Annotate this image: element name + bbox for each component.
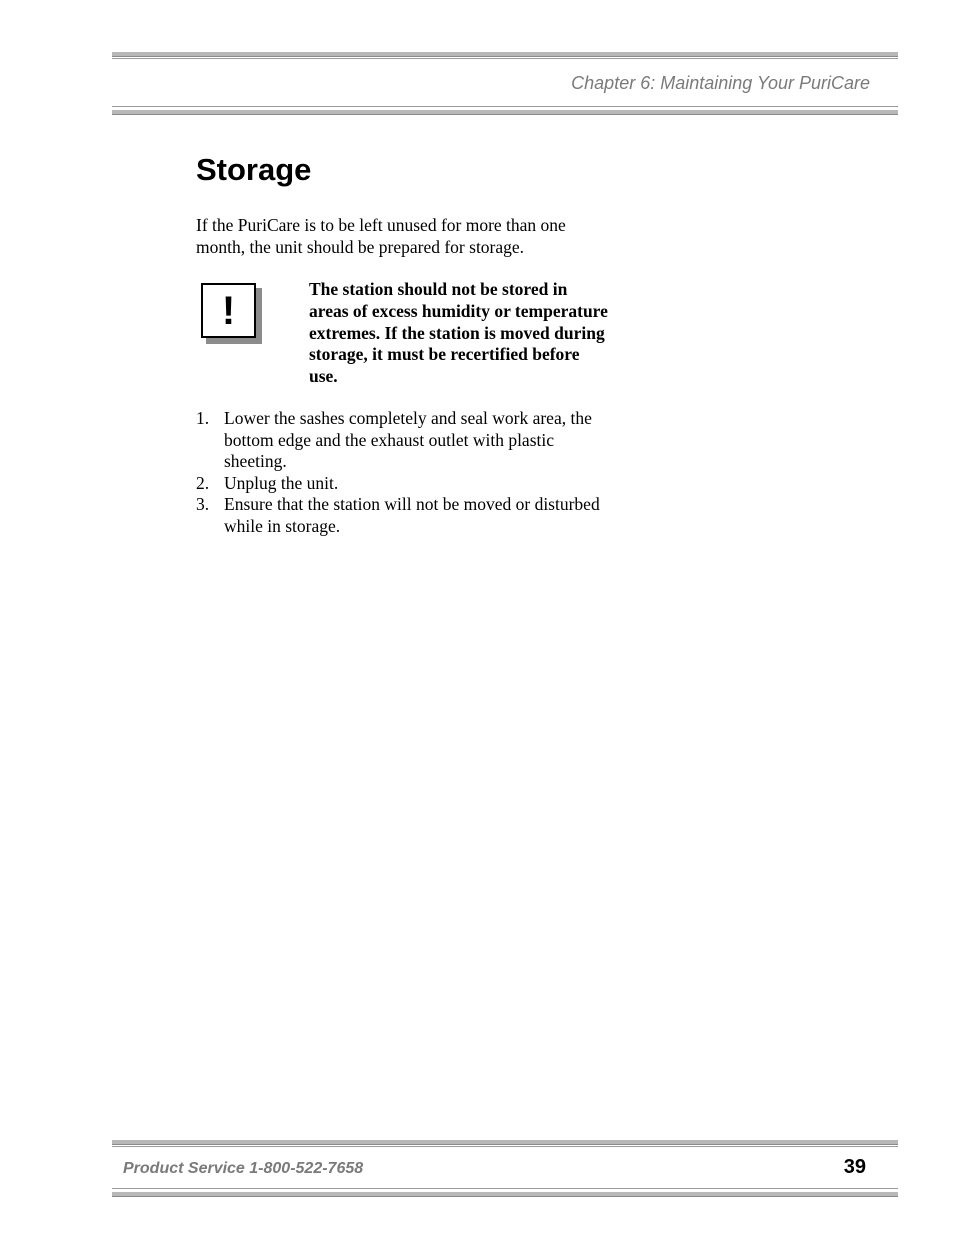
list-item <box>196 408 616 473</box>
header-top-rule <box>112 52 898 57</box>
footer-top-rule <box>112 1140 898 1145</box>
warning-icon <box>201 283 263 345</box>
exclamation-icon: ! <box>201 283 256 338</box>
footer-service-line: Product Service 1-800-522-7658 <box>123 1160 364 1177</box>
step-text: Unplug the unit. <box>224 472 339 493</box>
page-number: 39 <box>843 1156 866 1178</box>
step-number: 2. <box>196 472 210 493</box>
header-bottom-rule <box>112 110 898 115</box>
footer-top-rule-thin <box>112 1146 898 1147</box>
step-number: 1. <box>196 408 210 428</box>
storage-steps-list <box>196 408 616 538</box>
step-text: Ensure that the station will not be moved or disturbed while in storage. <box>224 494 600 536</box>
list-item <box>196 473 616 495</box>
list-item <box>196 494 616 537</box>
warning-text: The station should not be stored in areas of excess humidity or temperature extremes. If the station is moved during storage, it must be recertified before use. <box>309 279 608 387</box>
chapter-header: Chapter 6: Maintaining Your PuriCare <box>571 73 870 93</box>
step-text: Lower the sashes completely and seal work area, the bottom edge and the exhaust outlet with plastic sheeting. <box>224 408 592 472</box>
footer-bottom-rule <box>112 1192 898 1197</box>
intro-paragraph: If the PuriCare is to be left unused for more than one month, the unit should be prepared for storage. <box>196 215 566 257</box>
section-title: Storage <box>196 152 312 187</box>
header-bottom-rule-thin <box>112 106 898 107</box>
step-number: 3. <box>196 494 210 515</box>
header-top-rule-thin <box>112 58 898 59</box>
footer-bottom-rule-thin <box>112 1188 898 1189</box>
